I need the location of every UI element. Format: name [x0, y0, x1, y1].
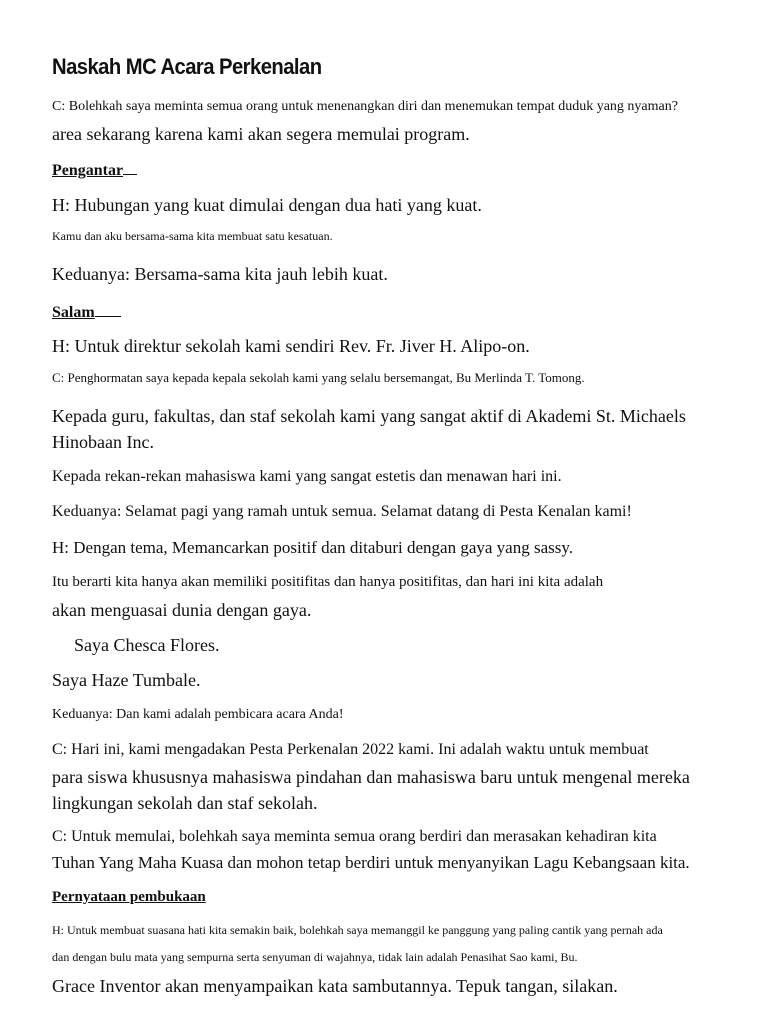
text-line: Tuhan Yang Maha Kuasa dan mohon tetap berdiri untuk menyanyikan Lagu Kebangsaan kita. [52, 853, 690, 872]
text-line: H: Hubungan yang kuat dimulai dengan dua hati yang kuat. [52, 195, 482, 215]
text-line: Grace Inventor akan menyampaikan kata sambutannya. Tepuk tangan, silakan. [52, 976, 618, 996]
section-heading-pengantar: Pengantar [52, 160, 137, 180]
section-heading-pernyataan-pembukaan: Pernyataan pembukaan [52, 889, 206, 905]
text-line: C: Untuk memulai, bolehkah saya meminta semua orang berdiri dan merasakan kehadiran kita [52, 828, 657, 845]
text-line: H: Untuk direktur sekolah kami sendiri Rev. Fr. Jiver H. Alipo-on. [52, 336, 530, 356]
text-line: C: Penghormatan saya kepada kepala sekolah kami yang selalu bersemangat, Bu Merlinda T. Tomong. [52, 370, 585, 385]
text-line: Itu berarti kita hanya akan memiliki positifitas dan hanya positifitas, dan hari ini kita adalah [52, 574, 604, 590]
text-line: Hinobaan Inc. [52, 432, 154, 452]
text-line: akan menguasai dunia dengan gaya. [52, 600, 312, 620]
text-line: Keduanya: Dan kami adalah pembicara acara Anda! [52, 707, 344, 722]
text-line: para siswa khususnya mahasiswa pindahan dan mahasiswa baru untuk mengenal mereka [52, 767, 690, 787]
text-line: area sekarang karena kami akan segera memulai program. [52, 124, 470, 144]
text-line: Kepada rekan-rekan mahasiswa kami yang sangat estetis dan menawan hari ini. [52, 468, 562, 485]
text-line: Keduanya: Selamat pagi yang ramah untuk semua. Selamat datang di Pesta Kenalan kami! [52, 503, 632, 520]
text-line: dan dengan bulu mata yang sempurna serta senyuman di wajahnya, tidak lain adalah Penasihat Sao kami, Bu. [52, 950, 578, 964]
text-line: C: Bolehkah saya meminta semua orang untuk menenangkan diri dan menemukan tempat duduk yang nyaman? [52, 99, 678, 114]
text-line: Kepada guru, fakultas, dan staf sekolah kami yang sangat aktif di Akademi St. Michaels [52, 406, 686, 426]
text-line: H: Untuk membuat suasana hati kita semakin baik, bolehkah saya memanggil ke panggung yang paling cantik yang pernah ada [52, 923, 663, 937]
section-heading-salam: Salam [52, 302, 121, 322]
text-line: C: Hari ini, kami mengadakan Pesta Perkenalan 2022 kami. Ini adalah waktu untuk membuat [52, 741, 649, 758]
heading-underline [123, 160, 137, 175]
text-line: Kamu dan aku bersama-sama kita membuat satu kesatuan. [52, 229, 333, 243]
text-line: H: Dengan tema, Memancarkan positif dan ditaburi dengan gaya yang sassy. [52, 538, 574, 557]
text-line: Saya Chesca Flores. [74, 635, 220, 655]
heading-underline [95, 302, 121, 317]
text-line: Keduanya: Bersama-sama kita jauh lebih kuat. [52, 264, 388, 284]
text-line: Saya Haze Tumbale. [52, 670, 201, 690]
document-title: Naskah MC Acara Perkenalan [52, 54, 322, 79]
text-line: lingkungan sekolah dan staf sekolah. [52, 793, 318, 813]
